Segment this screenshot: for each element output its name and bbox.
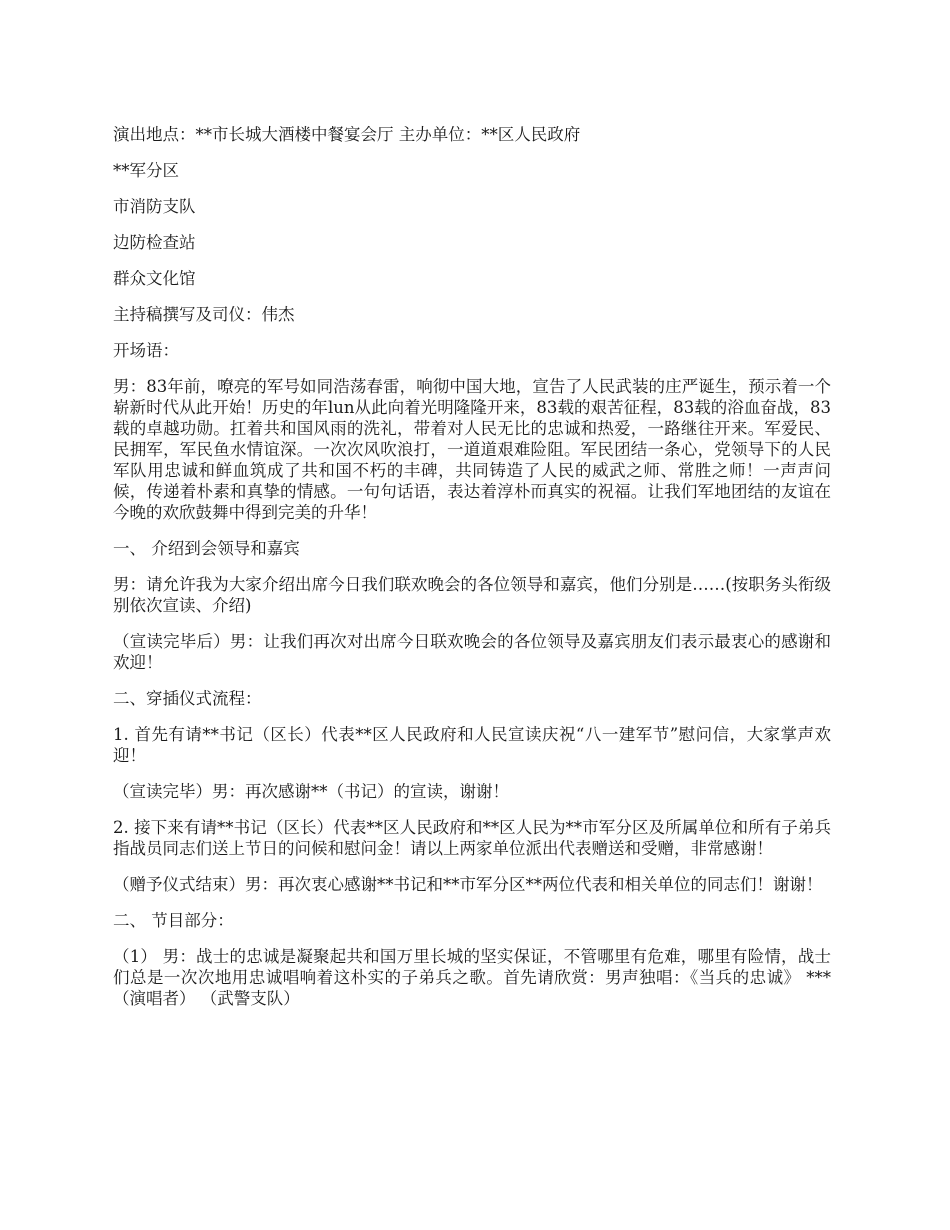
opening-heading: 开场语： xyxy=(113,341,179,360)
ceremony-step-1-thanks: （宣读完毕）男：再次感谢**（书记）的宣读，谢谢！ xyxy=(113,782,509,801)
ceremony-step-2-thanks: （赠予仪式结束）男：再次衷心感谢**书记和**市军分区**两位代表和相关单位的同志们！谢谢！ xyxy=(113,875,823,894)
organizer-military-district: **军分区 xyxy=(113,161,179,180)
section-3-heading: 二、 节目部分： xyxy=(113,911,234,930)
organizer-border-station: 边防检查站 xyxy=(113,233,196,252)
document-body xyxy=(113,124,831,1024)
organizer-fire-brigade: 市消防支队 xyxy=(113,197,196,216)
host-credit: 主持稿撰写及司仪：伟杰 xyxy=(113,305,295,324)
organizer-culture-hall: 群众文化馆 xyxy=(113,269,196,288)
section-1-heading: 一、 介绍到会领导和嘉宾 xyxy=(113,539,300,558)
opening-speech: 男：83年前，嘹亮的军号如同浩荡春雷，响彻中国大地，宣告了人民武装的庄严诞生，预示着一个崭新时代从此开始！历史的年lun从此向着光明隆隆开来，83载的艰苦征程，83载的浴血奋战，83载的卓越功勋。扛着共和国风雨的洗礼，带着对人民无比的忠诚和热爱，一路继往开来。军爱民、民拥军，军民鱼水情谊深。一次次风吹浪打，一道道艰难险阻。军民团结一条心，党领导下的人民军队用忠诚和鲜血筑成了共和国不朽的丰碑，共同铸造了人民的威武之师、常胜之师！一声声问候，传递着朴素和真挚的情感。一句句话语，表达着淳朴而真实的祝福。让我们军地团结的友谊在今晚的欢欣鼓舞中得到完美的升华！ xyxy=(113,377,831,522)
venue-organizer-line: 演出地点：**市长城大酒楼中餐宴会厅 主办单位：**区人民政府 xyxy=(113,125,581,144)
guest-welcome: （宣读完毕后）男：让我们再次对出席今日联欢晚会的各位领导及嘉宾朋友们表示最衷心的感谢和欢迎！ xyxy=(113,632,831,672)
ceremony-step-1: 1. 首先有请**书记（区长）代表**区人民政府和人民宣读庆祝“八一建军节”慰问信，大家掌声欢迎！ xyxy=(113,725,831,765)
ceremony-step-2: 2. 接下来有请**书记（区长）代表**区人民政府和**区人民为**市军分区及所属单位和所有子弟兵指战员同志们送上节日的问候和慰问金！请以上两家单位派出代表赠送和受赠，非常感谢！ xyxy=(113,818,831,858)
guest-introduction: 男：请允许我为大家介绍出席今日我们联欢晚会的各位领导和嘉宾，他们分别是……(按职务头衔级别依次宣读、介绍) xyxy=(113,575,831,615)
program-item-1: （1） 男：战士的忠诚是凝聚起共和国万里长城的坚实保证，不管哪里有危难，哪里有险情，战士们总是一次次地用忠诚唱响着这朴实的子弟兵之歌。首先请欣赏：男声独唱：《当兵的忠诚》 ***（演唱者） （武警支队） xyxy=(113,947,831,1008)
section-2-heading: 二、穿插仪式流程： xyxy=(113,689,262,708)
